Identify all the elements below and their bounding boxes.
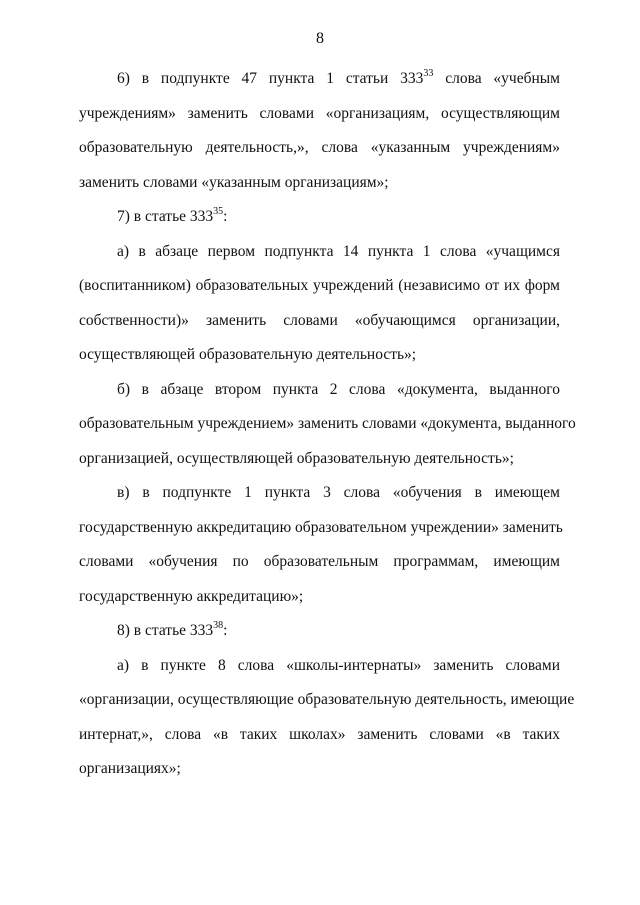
text-line: (воспитанником) образовательных учреждений (независимо от их форм: [79, 277, 560, 294]
text-line: организациях»;: [79, 760, 181, 777]
paragraph-item-7: [79, 200, 560, 235]
paragraph-item-8: [79, 614, 560, 649]
subparagraph-v: [79, 476, 563, 614]
text-segment: 8) в статье 333: [117, 622, 214, 639]
text-line: государственную аккредитацию»;: [79, 587, 304, 605]
text-line: образовательную деятельность,», слова «указанным учреждениям»: [79, 139, 560, 156]
subparagraph-b: [79, 373, 576, 477]
text-segment: :: [223, 622, 228, 639]
document-body: [79, 62, 576, 787]
text-line: интернат,», слова «в таких школах» заменить словами «в таких: [79, 725, 560, 743]
text-segment: слова «учебным: [433, 70, 560, 87]
text-line: образовательным учреждением» заменить словами «документа, выданного: [79, 415, 576, 432]
text-line: собственности)» заменить словами «обучающимся организации,: [79, 311, 560, 329]
text-line: [79, 614, 560, 649]
page-number: 8: [316, 30, 324, 47]
text-line: государственную аккредитацию образовательном учреждении» заменить: [79, 518, 563, 536]
superscript: 33: [423, 68, 434, 79]
text-line: б) в абзаце втором пункта 2 слова «документа, выданного: [117, 380, 560, 398]
superscript: 35: [213, 206, 224, 217]
subparagraph-a: [79, 235, 560, 373]
text-line: [79, 62, 560, 97]
text-segment: 7) в статье 333: [117, 208, 214, 225]
text-line: а) в пункте 8 слова «школы-интернаты» заменить словами: [117, 656, 560, 674]
text-line: учреждениям» заменить словами «организациям, осуществляющим: [79, 104, 560, 122]
text-line: [79, 200, 560, 235]
superscript: 38: [213, 620, 224, 631]
text-line: заменить словами «указанным организациям»;: [79, 173, 389, 191]
text-line: осуществляющей образовательную деятельность»;: [79, 346, 417, 363]
subparagraph-a-item-8: [79, 649, 575, 787]
text-segment: :: [223, 208, 228, 225]
text-line: в) в подпункте 1 пункта 3 слова «обучения в имеющем: [117, 484, 560, 501]
paragraph-item-6: [79, 62, 560, 200]
text-segment: 6) в подпункте 47 пункта 1 статьи 333: [117, 70, 424, 87]
text-line: «организации, осуществляющие образовательную деятельность, имеющие: [79, 691, 575, 708]
text-line: словами «обучения по образовательным программам, имеющим: [79, 553, 560, 570]
text-line: организацией, осуществляющей образовательную деятельность»;: [79, 449, 514, 467]
text-line: а) в абзаце первом подпункта 14 пункта 1 слова «учащимся: [117, 242, 560, 260]
